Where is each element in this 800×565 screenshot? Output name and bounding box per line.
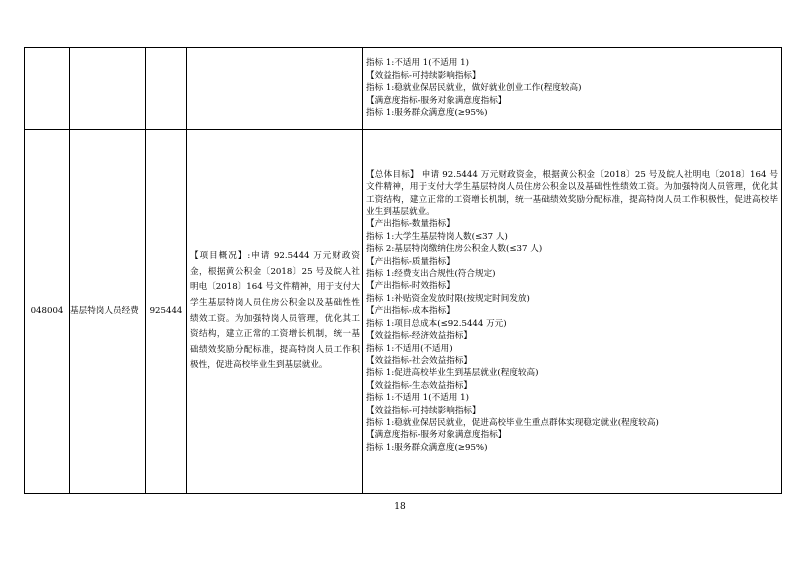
continued-name-cell	[70, 48, 146, 130]
indicator-line: 【产出指标-数量指标】	[366, 219, 455, 230]
indicator-line: 指标 1:补贴资金发放时限(按规定时间发放)	[366, 293, 530, 304]
indicator-line: 指标 2:基层特岗缴纳住房公积金人数(≤37 人)	[366, 244, 543, 255]
indicator-line: 指标 1:稳就业保居民就业，促进高校毕业生重点群体实现稳定就业(程度较高)	[366, 417, 659, 428]
indicator-line: 指标 1:大学生基层特岗人数(≤37 人)	[366, 231, 508, 242]
indicator-line: 【效益指标-社会效益指标】	[366, 355, 473, 366]
project-row	[25, 130, 782, 494]
continued-amount-cell	[146, 48, 187, 130]
project-goals-cell	[363, 130, 782, 494]
indicator-line: 指标 1:经费支出合规性(符合规定)	[366, 269, 496, 280]
continued-overview-cell	[187, 48, 363, 130]
page-number: 18	[394, 502, 406, 512]
indicator-line: 【产出指标-时效指标】	[366, 281, 455, 292]
indicator-line: 【效益指标-可持续影响指标】	[366, 405, 481, 416]
indicator-line: 【产出指标-质量指标】	[366, 256, 455, 267]
continued-code-cell	[25, 48, 70, 130]
indicator-line: 指标 1:不适用 1(不适用 1)	[366, 393, 469, 404]
indicator-line: 指标 1:促进高校毕业生到基层就业(程度较高)	[366, 368, 539, 379]
continued-indicators-cell	[363, 48, 782, 130]
indicator-line: 【满意度指标-服务对象满意度指标】	[366, 95, 507, 106]
project-overview: 【项目概况】:申请 92.5444 万元财政资金，根据黄公积金〔2018〕25 号及皖人社明电〔2018〕164 号文件精神，用于支付大学生基层特岗人员住房公积金以及基础性性绩效工资。为加强特岗人员管理，优化其工资结构，建立正常的工资增长机制，统一基础绩效奖励分配标准，提高特岗人员工作积极性，促进高校毕业生到基层就业。	[190, 251, 360, 371]
indicator-line: 指标 1:稳就业保居民就业，做好就业创业工作(程度较高)	[366, 83, 582, 94]
project-overview-cell	[187, 130, 363, 494]
indicator-line: 指标 1:项目总成本(≤92.5444 万元)	[366, 318, 507, 329]
indicator-line: 【满意度指标-服务对象满意度指标】	[366, 430, 507, 441]
project-amount: 925444	[146, 130, 187, 494]
budget-table	[24, 47, 782, 494]
indicator-line: 指标 1:不适用 1(不适用 1)	[366, 58, 469, 69]
project-name: 基层特岗人员经费	[70, 130, 146, 494]
indicator-line: 【效益指标-经济效益指标】	[366, 331, 473, 342]
overall-goal: 【总体目标】 申请 92.5444 万元财政资金，根据黄公积金〔2018〕25 号及皖人社明电〔2018〕164 号文件精神，用于支付大学生基层特岗人员住房公积金以及基础性性绩效工资。为加强特岗人员管理，优化其工资结构，建立正常的工资增长机制，统一基础绩效奖励分配标准，提高特岗人员工作积极性，促进高校毕业生到基层就业。	[366, 169, 778, 218]
project-code: 048004	[25, 130, 70, 494]
indicator-line: 指标 1:服务群众满意度(≥95%)	[366, 442, 488, 453]
indicator-line: 指标 1:服务群众满意度(≥95%)	[366, 108, 488, 119]
indicator-line: 【产出指标-成本指标】	[366, 306, 455, 317]
continued-row	[25, 48, 782, 130]
indicator-line: 指标 1:不适用(不适用)	[366, 343, 453, 354]
indicator-line: 【效益指标-可持续影响指标】	[366, 70, 481, 81]
indicator-line: 【效益指标-生态效益指标】	[366, 380, 473, 391]
